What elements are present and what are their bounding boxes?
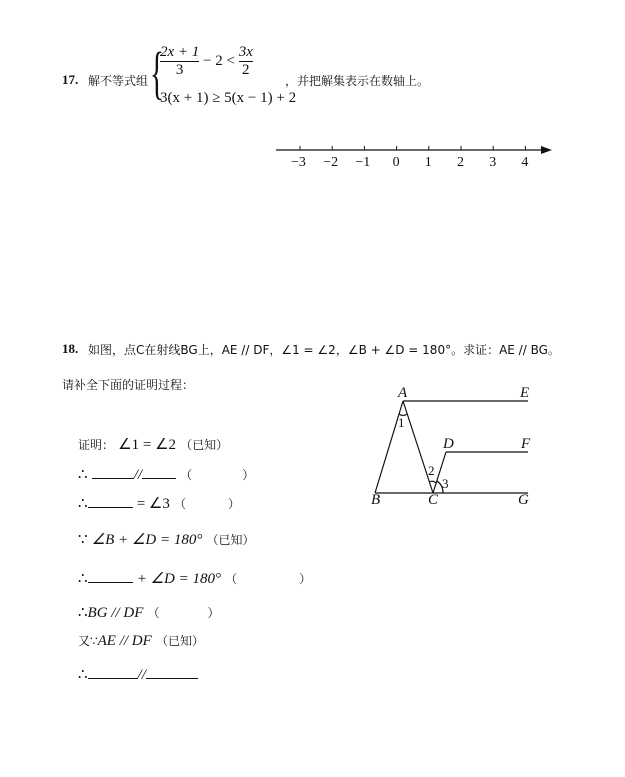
segment-AC xyxy=(403,401,433,493)
proof-line-5 xyxy=(78,569,311,588)
reason-open: （ xyxy=(174,497,187,511)
proof-line-7 xyxy=(78,632,204,650)
ineq1-rhs-numerator: 3x xyxy=(238,44,253,60)
proof-line-8 xyxy=(78,665,198,684)
reason-blank[interactable] xyxy=(192,467,242,479)
inequality-2: 3(x + 1) ≥ 5(x − 1) + 2 xyxy=(160,90,297,106)
label-G: G xyxy=(518,492,529,508)
proof-line-6 xyxy=(78,603,220,622)
label-D: D xyxy=(443,436,454,452)
q18-number: 18. xyxy=(62,341,79,356)
therefore-symbol: ∴ xyxy=(78,467,88,483)
proof-reason: （已知） xyxy=(180,438,229,452)
q17-tail: ，并把解集表示在数轴上。 xyxy=(285,74,430,88)
reason-open: （ xyxy=(180,468,193,482)
reason-open: （ xyxy=(225,572,238,586)
tick-label: 3 xyxy=(489,155,497,170)
label-E: E xyxy=(520,385,530,401)
ineq1-middle: − 2 < xyxy=(203,52,235,69)
proof-line-1 xyxy=(78,435,228,454)
therefore-symbol: ∴ xyxy=(78,667,88,683)
label-A: A xyxy=(398,385,408,401)
proof-line-4 xyxy=(78,530,254,549)
label-angle-1: 1 xyxy=(398,415,405,430)
answer-blank[interactable] xyxy=(88,570,133,583)
proof-math: ∠1 = ∠2 xyxy=(118,437,177,453)
parallel-symbol: // xyxy=(137,667,146,683)
tick-label: 1 xyxy=(424,155,432,170)
proof-math: ∠B + ∠D = 180° xyxy=(91,532,203,548)
answer-blank[interactable] xyxy=(88,666,138,679)
label-angle-2: 2 xyxy=(428,463,435,478)
proof-line-2 xyxy=(78,465,254,484)
proof-math: = ∠3 xyxy=(136,496,170,512)
q17-lead: 解不等式组 xyxy=(88,74,149,88)
because-symbol: 又∵ xyxy=(78,634,98,648)
ineq1-numerator: 2x + 1 xyxy=(160,44,200,60)
label-B: B xyxy=(371,492,381,508)
tick-label: −2 xyxy=(323,155,339,170)
tick-label: 4 xyxy=(521,155,529,170)
reason-close: ） xyxy=(207,606,220,620)
reason-blank[interactable] xyxy=(186,496,228,508)
q17-number: 17. xyxy=(62,72,79,87)
answer-blank[interactable] xyxy=(88,495,133,508)
reason-blank[interactable] xyxy=(160,605,208,617)
proof-math: AE // DF xyxy=(97,633,152,649)
tick-label: 0 xyxy=(392,155,400,170)
ineq1-rhs-denominator: 2 xyxy=(242,62,250,78)
ineq1-denominator: 3 xyxy=(175,62,184,78)
therefore-symbol: ∴ xyxy=(78,496,88,512)
therefore-symbol: ∴ xyxy=(78,571,88,587)
answer-blank[interactable] xyxy=(92,466,134,479)
proof-label: 证明： xyxy=(78,438,115,452)
answer-blank[interactable] xyxy=(146,666,198,679)
proof-math: + ∠D = 180° xyxy=(136,571,221,587)
label-F: F xyxy=(521,436,531,452)
proof-math: BG // DF xyxy=(87,605,144,621)
therefore-symbol: ∴ xyxy=(78,605,88,621)
label-angle-3: 3 xyxy=(442,476,449,491)
label-C: C xyxy=(428,492,439,508)
brace: { xyxy=(150,40,164,105)
reason-close: ） xyxy=(228,497,241,511)
proof-reason: （已知） xyxy=(206,533,255,547)
q18-instruction: 请补全下面的证明过程： xyxy=(62,378,195,392)
tick-label: −3 xyxy=(291,155,306,170)
reason-blank[interactable] xyxy=(237,571,299,583)
proof-line-3 xyxy=(78,494,240,513)
parallel-symbol: // xyxy=(133,467,143,483)
because-symbol: ∵ xyxy=(78,532,88,548)
tick-label: 2 xyxy=(457,155,464,170)
proof-reason: （已知） xyxy=(155,634,204,648)
q18-statement: 如图，点C在射线BG上，AE // DF，∠1 = ∠2，∠B + ∠D = 180°。求证：AE // BG。 xyxy=(88,343,560,357)
reason-close: ） xyxy=(299,572,312,586)
answer-blank[interactable] xyxy=(142,466,176,479)
reason-close: ） xyxy=(242,468,255,482)
tick-label: −1 xyxy=(355,155,371,170)
reason-open: （ xyxy=(147,606,160,620)
